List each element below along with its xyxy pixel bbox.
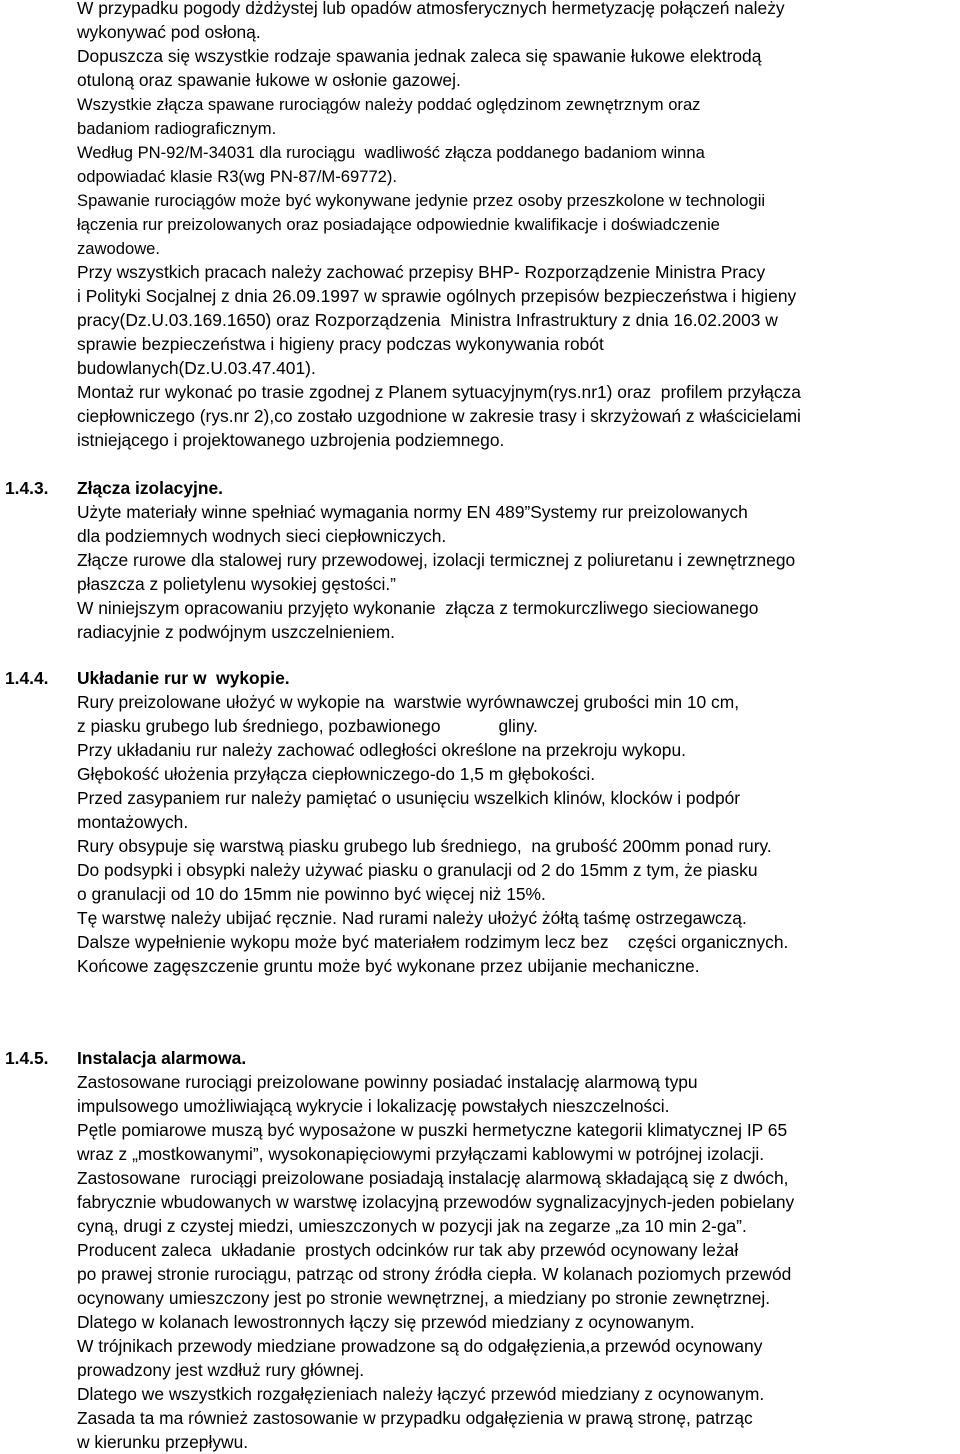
- paragraph-line: łączenia rur preizolowanych oraz posiadające odpowiednie kwalifikacje i doświadczenie: [77, 215, 720, 234]
- paragraph-line: prowadzony jest wzdłuż rury głównej.: [77, 1360, 365, 1380]
- paragraph-line: Głębokość ułożenia przyłącza ciepłowniczego-do 1,5 m głębokości.: [77, 764, 596, 784]
- paragraph-line: Według PN-92/M-34031 dla rurociągu wadliwość złącza poddanego badaniom winna: [77, 143, 705, 162]
- paragraph-line: Dopuszcza się wszystkie rodzaje spawania jednak zaleca się spawanie łukowe elektrodą: [77, 46, 762, 66]
- paragraph-line: otuloną oraz spawanie łukowe w osłonie gazowej.: [77, 70, 461, 90]
- paragraph-line: Użyte materiały winne spełniać wymagania normy EN 489”Systemy rur preizolowanych: [77, 502, 748, 522]
- paragraph-line: istniejącego i projektowanego uzbrojenia podziemnego.: [77, 430, 505, 450]
- paragraph-line: o granulacji od 10 do 15mm nie powinno być więcej niż 15%.: [77, 884, 546, 904]
- section-number: 1.4.3.: [5, 478, 49, 498]
- paragraph-line: odpowiadać klasie R3(wg PN-87/M-69772).: [77, 167, 398, 186]
- paragraph-line: ciepłowniczego (rys.nr 2),co zostało uzgodnione w zakresie trasy i skrzyżowań z właścicielami: [77, 406, 801, 426]
- paragraph-line: impulsowego umożliwiającą wykrycie i lokalizację powstałych nieszczelności.: [77, 1096, 670, 1116]
- paragraph-line: Przy układaniu rur należy zachować odległości określone na przekroju wykopu.: [77, 740, 686, 760]
- paragraph-line: Wszystkie złącza spawane rurociągów należy poddać oględzinom zewnętrznym oraz: [77, 95, 701, 114]
- paragraph-line: W trójnikach przewody miedziane prowadzone są do odgałęzienia,a przewód ocynowany: [77, 1336, 763, 1356]
- section-title: Złącza izolacyjne.: [77, 478, 223, 498]
- paragraph-line: po prawej stronie rurociągu, patrząc od strony źródła ciepła. W kolanach poziomych przewód: [77, 1264, 792, 1284]
- paragraph-line: Złącze rurowe dla stalowej rury przewodowej, izolacji termicznej z poliuretanu i zewnętrznego: [77, 550, 796, 570]
- paragraph-line: badaniom radiograficznym.: [77, 119, 277, 138]
- section-number: 1.4.4.: [5, 668, 49, 688]
- paragraph-line: montażowych.: [77, 812, 189, 832]
- section-title: Układanie rur w wykopie.: [77, 668, 290, 688]
- paragraph-line: Końcowe zagęszczenie gruntu może być wykonane przez ubijanie mechaniczne.: [77, 956, 700, 976]
- paragraph-line: Dlatego we wszystkich rozgałęzieniach należy łączyć przewód miedziany z ocynowanym.: [77, 1384, 765, 1404]
- paragraph-line: Tę warstwę należy ubijać ręcznie. Nad rurami należy ułożyć żółtą taśmę ostrzegawczą.: [77, 908, 747, 928]
- section-number: 1.4.5.: [5, 1048, 49, 1068]
- paragraph-line: ocynowany umieszczony jest po stronie wewnętrznej, a miedziany po stronie zewnętrznej.: [77, 1288, 771, 1308]
- paragraph-line: pracy(Dz.U.03.169.1650) oraz Rozporządzenia Ministra Infrastruktury z dnia 16.02.2003 w: [77, 310, 778, 330]
- paragraph-line: dla podziemnych wodnych sieci ciepłowniczych.: [77, 526, 447, 546]
- paragraph-line: Montaż rur wykonać po trasie zgodnej z Planem sytuacyjnym(rys.nr1) oraz profilem przyłącza: [77, 382, 801, 402]
- paragraph-line: z piasku grubego lub średniego, pozbawionego gliny.: [77, 716, 538, 736]
- paragraph-line: radiacyjnie z podwójnym uszczelnieniem.: [77, 622, 396, 642]
- paragraph-line: Producent zaleca układanie prostych odcinków rur tak aby przewód ocynowany leżał: [77, 1240, 739, 1260]
- paragraph-line: zawodowe.: [77, 239, 161, 258]
- paragraph-line: Zastosowane rurociągi preizolowane posiadają instalację alarmową składającą się z dwóch,: [77, 1168, 789, 1188]
- paragraph-line: w kierunku przepływu.: [77, 1432, 249, 1452]
- section-title: Instalacja alarmowa.: [77, 1048, 247, 1068]
- paragraph-line: Zastosowane rurociągi preizolowane powinny posiadać instalację alarmową typu: [77, 1072, 698, 1092]
- paragraph-line: W przypadku pogody dżdżystej lub opadów atmosferycznych hermetyzację połączeń należy: [77, 0, 785, 18]
- paragraph-line: Rury preizolowane ułożyć w wykopie na warstwie wyrównawczej grubości min 10 cm,: [77, 692, 740, 712]
- paragraph-line: Przed zasypaniem rur należy pamiętać o usunięciu wszelkich klinów, klocków i podpór: [77, 788, 741, 808]
- paragraph-line: i Polityki Socjalnej z dnia 26.09.1997 w sprawie ogólnych przepisów bezpieczeństwa i higieny: [77, 286, 797, 306]
- paragraph-line: wraz z „mostkowanymi”, wysokonapięciowymi przyłączami kablowymi w potrójnej izolacji.: [77, 1144, 765, 1164]
- paragraph-line: Rury obsypuje się warstwą piasku grubego lub średniego, na grubość 200mm ponad rury.: [77, 836, 772, 856]
- paragraph-line: Spawanie rurociągów może być wykonywane jedynie przez osoby przeszkolone w technologii: [77, 191, 766, 210]
- paragraph-line: W niniejszym opracowaniu przyjęto wykonanie złącza z termokurczliwego sieciowanego: [77, 598, 759, 618]
- paragraph-line: Zasada ta ma również zastosowanie w przypadku odgałęzienia w prawą stronę, patrząc: [77, 1408, 753, 1428]
- paragraph-line: budowlanych(Dz.U.03.47.401).: [77, 358, 316, 378]
- paragraph-line: Pętle pomiarowe muszą być wyposażone w puszki hermetyczne kategorii klimatycznej IP 65: [77, 1120, 788, 1140]
- paragraph-line: fabrycznie wbudowanych w warstwę izolacyjną przewodów sygnalizacyjnych-jeden pobielany: [77, 1192, 795, 1212]
- paragraph-line: sprawie bezpieczeństwa i higieny pracy podczas wykonywania robót: [77, 334, 604, 354]
- paragraph-line: Do podsypki i obsypki należy używać piasku o granulacji od 2 do 15mm z tym, że piasku: [77, 860, 758, 880]
- paragraph-line: płaszcza z polietylenu wysokiej gęstości.”: [77, 574, 396, 594]
- paragraph-line: cyną, drugi z czystej miedzi, umieszczonych w pozycji jak na zegarze „za 10 min 2-ga”.: [77, 1216, 747, 1236]
- paragraph-line: Przy wszystkich pracach należy zachować przepisy BHP- Rozporządzenie Ministra Pracy: [77, 262, 766, 282]
- paragraph-line: Dalsze wypełnienie wykopu może być materiałem rodzimym lecz bez części organicznych.: [77, 932, 789, 952]
- paragraph-line: Dlatego w kolanach lewostronnych łączy się przewód miedziany z ocynowanym.: [77, 1312, 695, 1332]
- paragraph-line: wykonywać pod osłoną.: [77, 22, 261, 42]
